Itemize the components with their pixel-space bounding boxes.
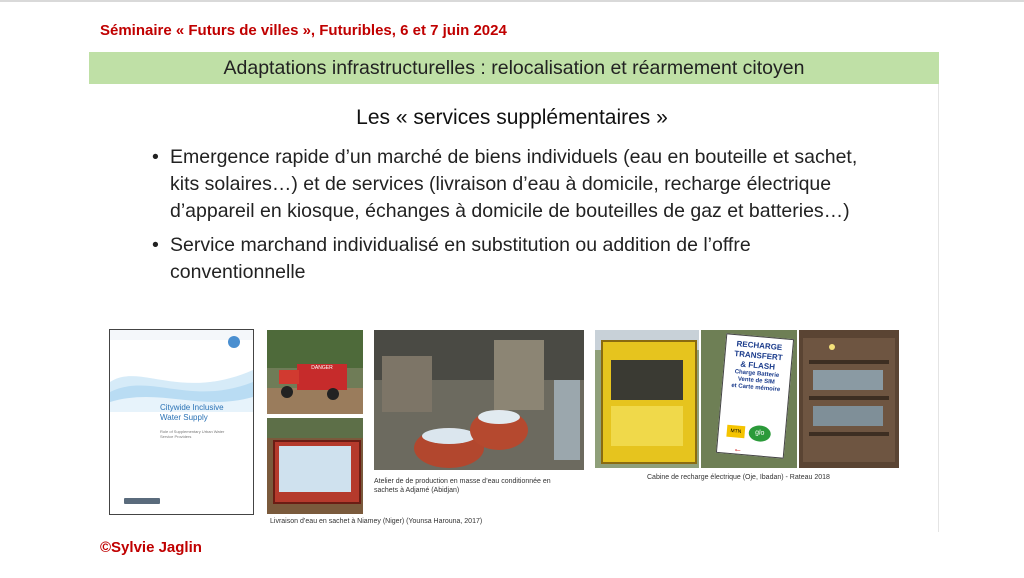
charging-phones bbox=[813, 406, 883, 426]
tricycle-cargo-box bbox=[297, 364, 347, 390]
shelf bbox=[809, 360, 889, 364]
sign-line: RECHARGE bbox=[736, 339, 783, 353]
sachets-in-basin bbox=[478, 410, 520, 424]
bullet-icon: • bbox=[152, 146, 159, 168]
tricycle-photo bbox=[267, 330, 363, 414]
kiosk-painted-text bbox=[611, 406, 683, 446]
water-sachets bbox=[279, 446, 351, 492]
report-cover bbox=[109, 329, 254, 515]
seminar-title: Séminaire « Futurs de villes », Futuribles, 6 et 7 juin 2024 bbox=[100, 22, 507, 39]
charging-interior-photo bbox=[799, 330, 899, 468]
report-logo-icon bbox=[228, 336, 240, 348]
machine bbox=[382, 356, 432, 412]
delivery-caption: Livraison d’eau en sachet à Niamey (Niger) (Younsa Harouna, 2017) bbox=[270, 518, 483, 525]
report-title bbox=[160, 403, 250, 423]
bullet-list bbox=[150, 144, 890, 293]
wheel bbox=[327, 388, 339, 400]
recharge-sign-photo bbox=[701, 330, 797, 468]
bullet-text: Emergence rapide d’un marché de biens individuels (eau en bouteille et sachet, kits solaires…) et de services (livraison d’eau à domicile, recharge électrique d’appareil en kiosque, échanges à domicile de bouteilles de gaz et batteries…) bbox=[170, 146, 858, 222]
equipment-shelf bbox=[494, 340, 544, 410]
charging-phones bbox=[813, 370, 883, 390]
report-title-line: Citywide Inclusive bbox=[160, 403, 224, 412]
shelving bbox=[803, 338, 895, 462]
workshop-caption: Atelier de de production en masse d’eau conditionnée en sachets à Adjamé (Abidjan) bbox=[374, 478, 551, 494]
charging-cabin-photo bbox=[595, 330, 699, 468]
report-subtitle: Role of Supplementary Urban Water Service Providers bbox=[160, 429, 225, 439]
cabin-caption: Cabine de recharge électrique (Oje, Ibadan) - Rateau 2018 bbox=[647, 474, 830, 481]
mtn-logo: MTN bbox=[726, 425, 745, 439]
author-credit: ©Sylvie Jaglin bbox=[100, 539, 202, 556]
bullet-item bbox=[150, 232, 890, 286]
report-title-line: Water Supply bbox=[160, 413, 208, 422]
background-foliage bbox=[267, 418, 363, 438]
title-banner bbox=[89, 52, 939, 84]
shelf bbox=[809, 396, 889, 400]
bullet-text: Service marchand individualisé en substitution ou addition de l’offre conventionnelle bbox=[170, 234, 751, 283]
sign-line: & FLASH bbox=[739, 359, 776, 372]
sign-line: et Carte mémoire bbox=[731, 382, 781, 394]
sign-line: Charge Batterie bbox=[734, 369, 780, 380]
sachet-delivery-photo bbox=[267, 418, 363, 514]
sachets-in-basin bbox=[422, 428, 476, 444]
right-border bbox=[938, 84, 939, 532]
water-tank bbox=[554, 380, 580, 460]
arrow-icon: ← bbox=[732, 443, 743, 455]
glo-logo: glo bbox=[748, 425, 771, 443]
tree-canopy bbox=[267, 330, 363, 368]
slide-title: Adaptations infrastructurelles : relocalisation et réarmement citoyen bbox=[223, 57, 805, 79]
sign-text bbox=[722, 338, 792, 395]
wheel bbox=[281, 386, 293, 398]
report-publisher-logo bbox=[124, 498, 160, 504]
top-divider bbox=[0, 0, 1024, 2]
sign-line: TRANSFERT bbox=[733, 349, 784, 363]
tricycle-label: DANGER bbox=[311, 365, 333, 371]
bullet-icon: • bbox=[152, 234, 159, 256]
section-heading: Les « services supplémentaires » bbox=[356, 106, 668, 129]
sign-line: Vente de SIM bbox=[737, 376, 775, 386]
shelf bbox=[809, 432, 889, 436]
bullet-item bbox=[150, 144, 890, 225]
tricycle-cab bbox=[279, 370, 299, 384]
sign-board bbox=[716, 333, 794, 458]
workshop-photo bbox=[374, 330, 584, 470]
light-bulb-icon bbox=[829, 344, 835, 350]
kiosk-window bbox=[611, 360, 683, 400]
